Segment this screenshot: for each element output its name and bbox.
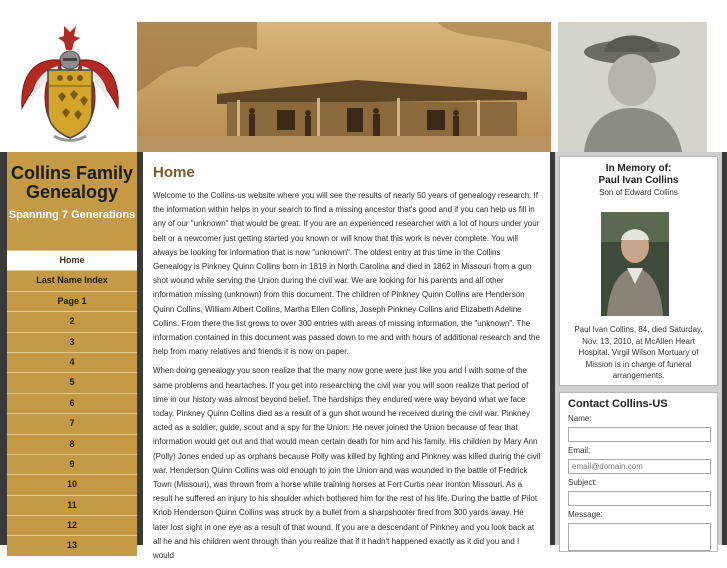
- paragraph: Welcome to the Collins-us website where you will see the results of nearly 50 years of genealogy research. If the information within helps in your search to find a missing ancestor that's good and if you can help us fill in any of our "unknown" that would be great. If you are an experienced researcher with a lot of hours under your belt or a newcomer just getting started you known or will know that this work is never complete. You will always be looking for information that is now "unknown". The oldest entry at this time in the Collins Genealogy is Pinkney Quinn Collins born in 1819 in North Carolina and died in 1862 in Missouri from a gun shot wound while serving the Union during the civil war. We are looking for his parents and all other information missing (unknown) from this document. The children of Pinkney Quinn Collins are Henderson Quinn Collins, William Albert Collins, Martha Ellen Collins, Joseph Pinkney Collins and Elizabeth Adeline Collins. From there the list grows to over 300 entries with areas of missing information, the "unknown". The information contained in this document was passed down to me and with hours of additional research and the help from many relatives and friends it is now on paper.: [153, 191, 540, 357]
- nav-item-home[interactable]: Home: [7, 250, 137, 270]
- memorial-portrait-photo: [601, 212, 669, 316]
- contact-title: Contact Collins-US: [568, 398, 668, 410]
- page-title: Home: [153, 164, 195, 181]
- email-input[interactable]: [568, 459, 711, 474]
- man-with-hat-photo: [558, 22, 707, 152]
- nav-item-12[interactable]: 12: [7, 515, 137, 535]
- memory-caption: Paul Ivan Collins, 84, died Saturday, Nov. 13, 2010, at McAllen Heart Hospital. Virgil Wilson Mortuary of Mission is in charge of funeral arrangements.: [574, 325, 703, 380]
- message-label: Message:: [568, 510, 603, 519]
- site-title: Collins Family Genealogy: [10, 163, 134, 202]
- email-label: Email:: [568, 446, 591, 455]
- memory-name: Paul Ivan Collins: [598, 175, 679, 186]
- name-label: Name:: [568, 414, 592, 423]
- main-content: [143, 152, 550, 561]
- nav-item-9[interactable]: 9: [7, 454, 137, 474]
- left-sidebar-panel: [7, 152, 137, 551]
- article-body: [153, 189, 541, 568]
- nav-item-4[interactable]: 4: [7, 352, 137, 372]
- nav-item-8[interactable]: 8: [7, 434, 137, 454]
- nav-item-10[interactable]: 10: [7, 474, 137, 494]
- nav-item-2[interactable]: 2: [7, 311, 137, 331]
- old-homestead-photo: [137, 22, 551, 152]
- nav-item-13[interactable]: 13: [7, 535, 137, 555]
- message-input[interactable]: [568, 523, 711, 551]
- nav-item-3[interactable]: 3: [7, 332, 137, 352]
- name-input[interactable]: [568, 427, 711, 442]
- subject-label: Subject:: [568, 478, 597, 487]
- nav-item-5[interactable]: 5: [7, 372, 137, 392]
- nav-item-page-1[interactable]: Page 1: [7, 291, 137, 311]
- nav-item-last-name-index[interactable]: Last Name Index: [7, 270, 137, 290]
- in-memory-box: [559, 156, 718, 386]
- memory-heading: In Memory of:: [605, 163, 672, 174]
- main-nav: [7, 250, 137, 556]
- right-sidebar: [550, 152, 727, 545]
- nav-item-7[interactable]: 7: [7, 413, 137, 433]
- coat-of-arms-logo: [14, 24, 126, 148]
- paragraph: When doing genealogy you soon realize that the many now gone were just like you and I with some of the same problems and heartaches. If you get into researching the civil war you will soon realize that period of time in our history was almost beyond belief. The hardships they endured were way beyond what we face today. Pinkney Quinn Collins died as a result of a gun shot wound he received during the civil war. Pinkney acted as a soldier, guide, scout and a spy for the Union. He never joined the Union because of fear that information would get out and that would mean certain death for him and his family. His children by Mary Ann (Polly) Jones ended up as orphans because Polly was killed by lighting and Pinkney was killed during the civil war. Henderson Quinn Collins was old enough to join the Union and was wounded in the battle of Fredrick Town (Missouri), was thrown from a horse while training horses at Fort Curtis near Ironton Missouri. As a result he suffered an injury to his shoulder which bothered him for the rest of his life. During the battle of Pilot Knob Henderson Quinn Collins was struck by a bullet from a sharpshooter fired from 300 yards away. He later lost sight in one eye as a result of that wound. If you are a descendant of Pinkney and you look back at all he and his children went through than you realize that if it hadn't happened exactly as it did you and I would: [153, 366, 541, 561]
- nav-item-6[interactable]: 6: [7, 393, 137, 413]
- subject-input[interactable]: [568, 491, 711, 506]
- nav-item-11[interactable]: 11: [7, 495, 137, 515]
- left-sidebar: [0, 152, 143, 551]
- right-sidebar-panel: [555, 152, 722, 545]
- memory-relation: Son of Edward Collins: [599, 188, 678, 197]
- contact-form: [559, 392, 718, 552]
- site-subtitle: Spanning 7 Generations: [8, 209, 136, 221]
- header: [0, 0, 727, 152]
